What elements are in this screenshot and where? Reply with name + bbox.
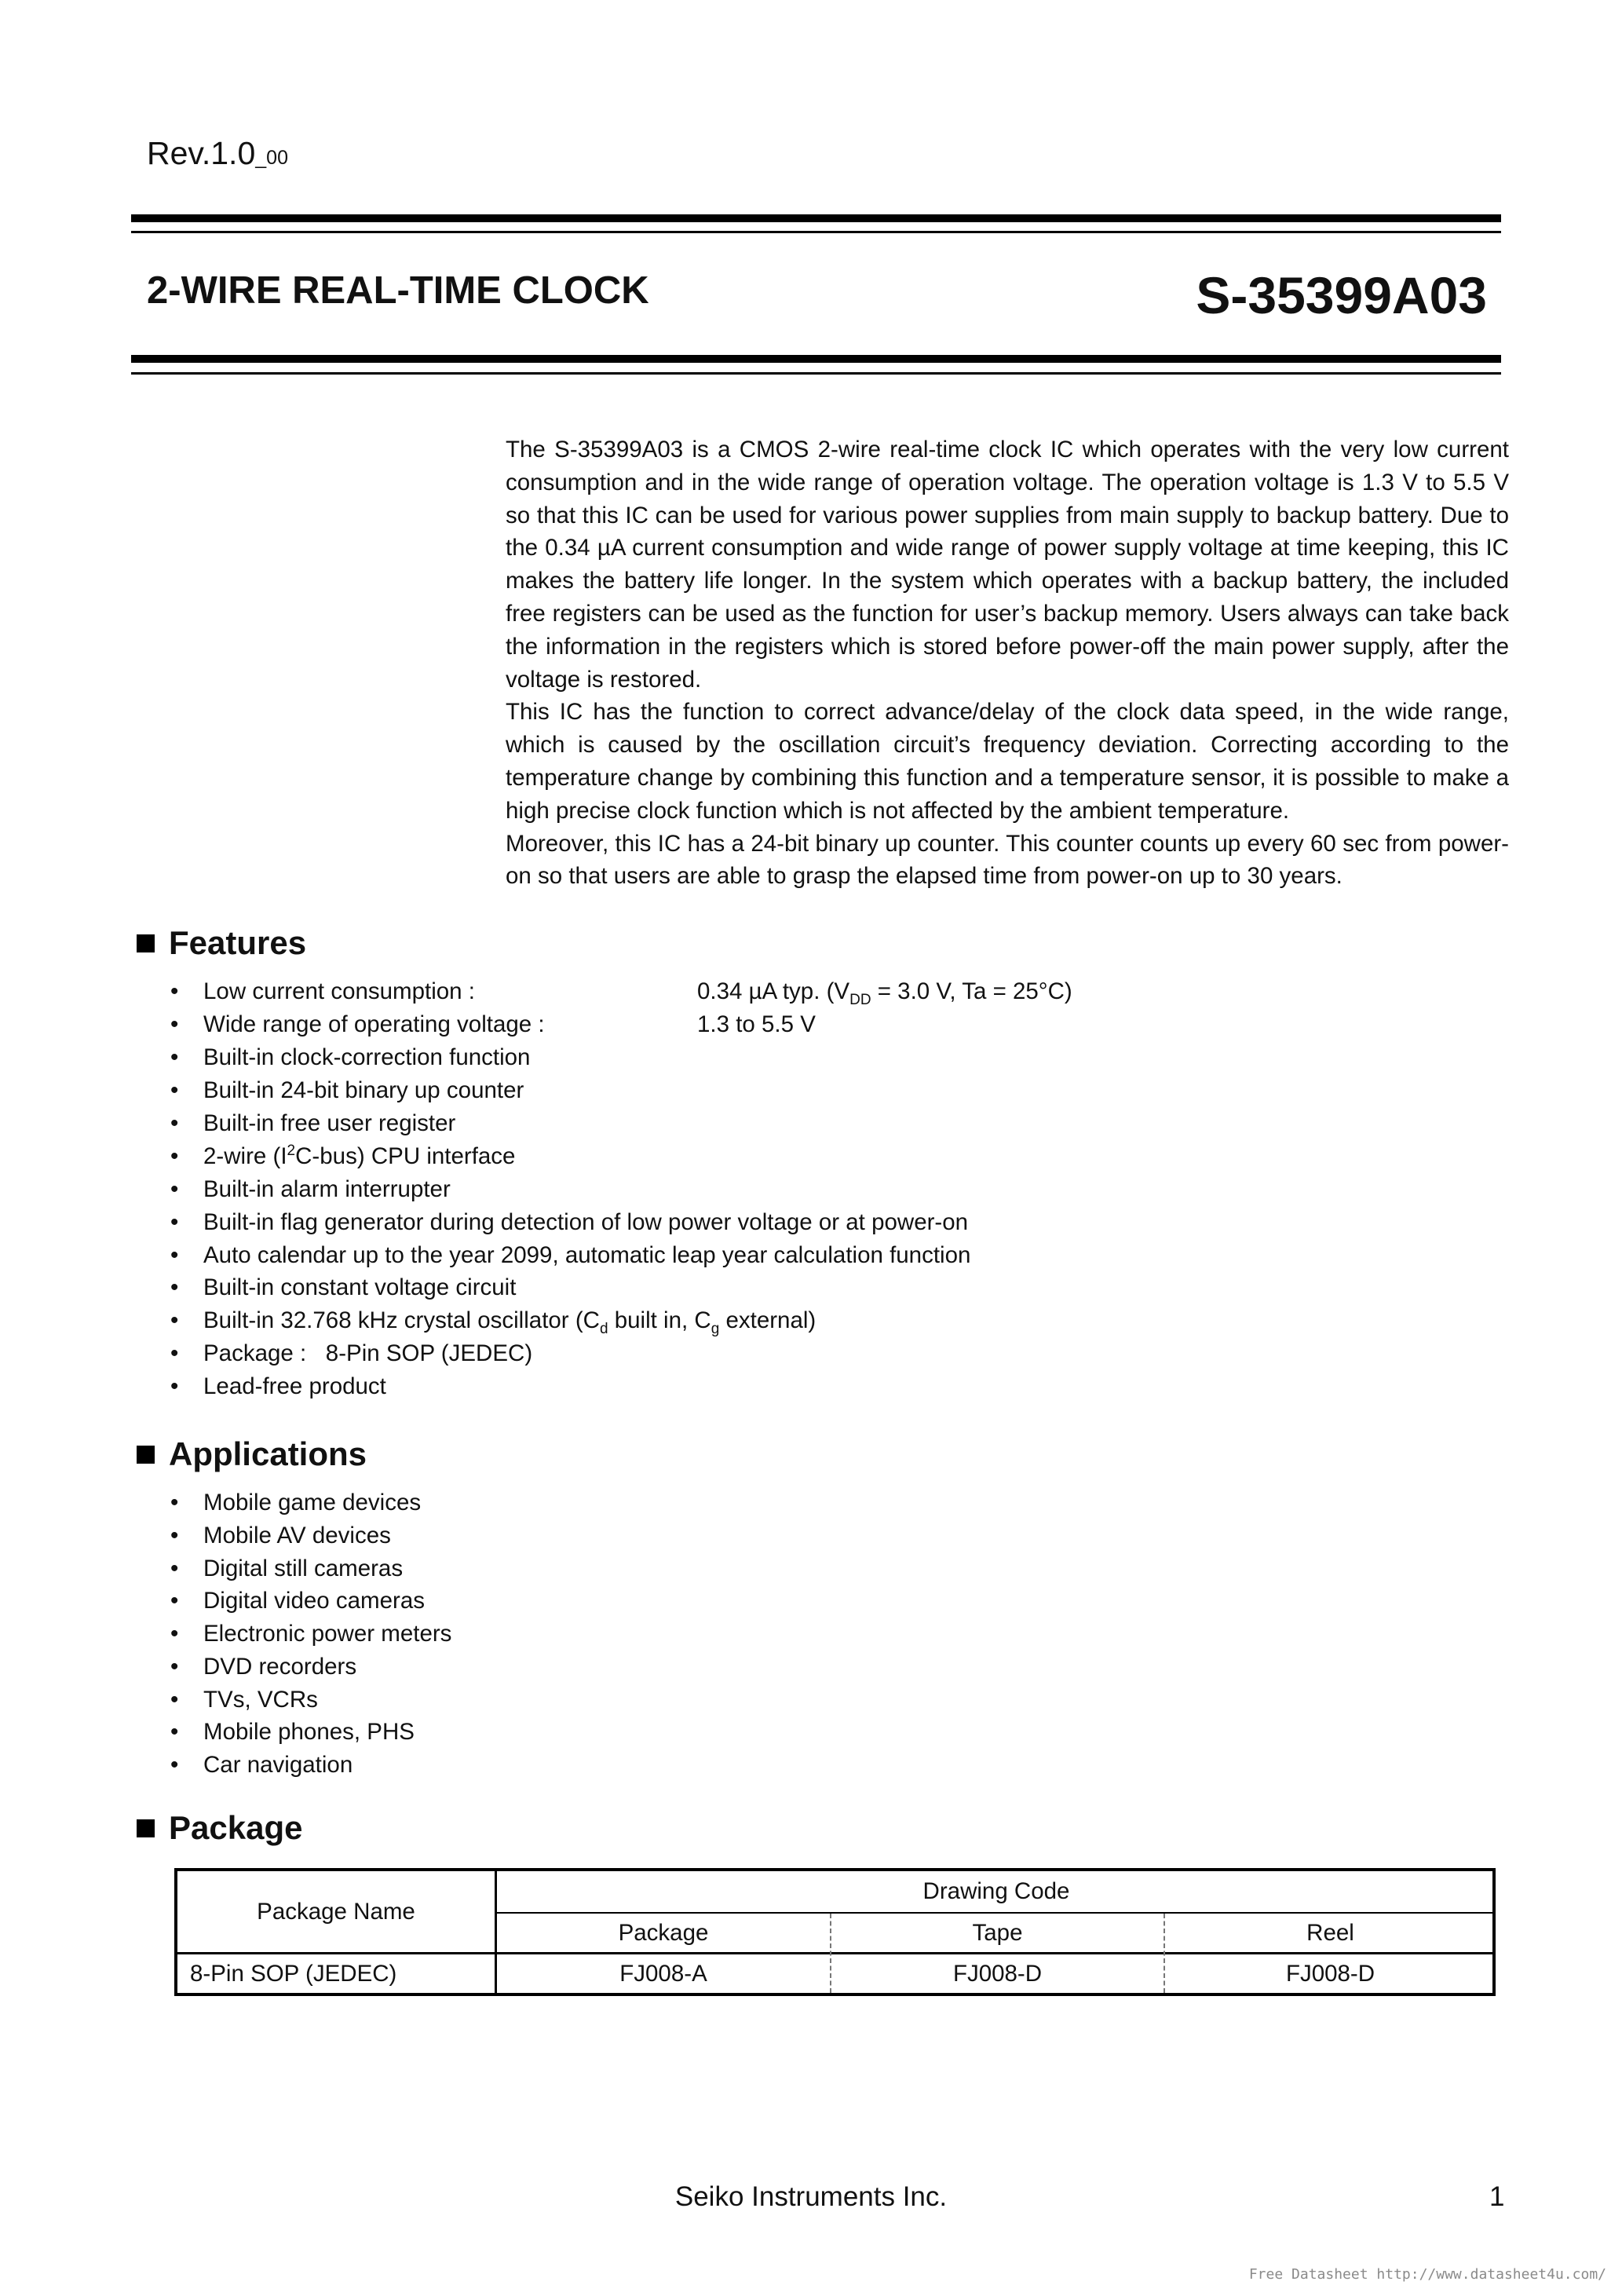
- bullet-icon: •: [170, 1719, 179, 1746]
- header-rule-thin: [131, 372, 1501, 375]
- feature-value: [697, 975, 1072, 1008]
- bullet-icon: •: [170, 1340, 179, 1367]
- feature-text-superscript: 2: [287, 1142, 296, 1159]
- list-item: [170, 1173, 970, 1206]
- feature-text-part: built in, C: [608, 1307, 711, 1334]
- feature-text-subscript: d: [599, 1321, 608, 1338]
- table-header-cell: Package: [618, 1919, 709, 1946]
- package-table: [174, 1868, 1496, 1996]
- list-item: [170, 1041, 970, 1074]
- bullet-icon: •: [170, 1555, 179, 1581]
- list-item: [170, 1618, 451, 1651]
- bullet-icon: •: [170, 1373, 179, 1400]
- features-heading-text: Features: [169, 924, 307, 961]
- feature-text-part: external): [719, 1307, 816, 1334]
- list-item: [170, 1585, 451, 1618]
- application-text: Mobile phones, PHS: [203, 1719, 415, 1746]
- list-item: [170, 1716, 451, 1749]
- application-text: Digital still cameras: [203, 1555, 404, 1581]
- bullet-icon: •: [170, 1522, 179, 1548]
- bullet-icon: •: [170, 978, 179, 1004]
- bullet-icon: •: [170, 1653, 179, 1680]
- intro-text: [506, 433, 1509, 893]
- table-header-cell: Drawing Code: [922, 1878, 1070, 1904]
- application-text: DVD recorders: [203, 1653, 357, 1680]
- feature-text: Built-in clock-correction function: [203, 1044, 531, 1070]
- feature-text: Lead-free product: [203, 1373, 386, 1400]
- feature-text: Auto calendar up to the year 2099, automatic leap year calculation function: [203, 1241, 971, 1268]
- header-rule-thick: [131, 355, 1501, 363]
- page-number: 1: [1489, 2181, 1505, 2212]
- intro-paragraph: Moreover, this IC has a 24-bit binary up counter. This counter counts up every 60 sec from power-on so that users are able to grasp the elapsed time from power-on up to 30 years.: [506, 830, 1509, 890]
- feature-value-text: 0.34 µA typ. (V: [697, 978, 850, 1004]
- bullet-icon: •: [170, 1143, 179, 1169]
- package-heading: [137, 1809, 302, 1847]
- document-title: 2-WIRE REAL-TIME CLOCK: [147, 269, 649, 312]
- list-item: [170, 1107, 970, 1140]
- feature-value-text: = 3.0 V, Ta = 25°C): [871, 978, 1072, 1004]
- top-rule-thick: [131, 214, 1501, 222]
- feature-text-part: Built-in 32.768 kHz crystal oscillator (C: [203, 1307, 600, 1334]
- feature-text: Built-in 24-bit binary up counter: [203, 1077, 524, 1103]
- bullet-icon: •: [170, 1621, 179, 1647]
- table-header-cell: Reel: [1306, 1919, 1354, 1946]
- feature-label: Wide range of operating voltage :: [203, 1011, 545, 1037]
- feature-text: Built-in alarm interrupter: [203, 1175, 451, 1202]
- applications-heading: [137, 1435, 367, 1473]
- list-item: [170, 1074, 970, 1107]
- applications-list: [170, 1486, 451, 1782]
- feature-text: Built-in free user register: [203, 1110, 456, 1136]
- application-text: Mobile AV devices: [203, 1522, 391, 1548]
- application-text: Car navigation: [203, 1752, 353, 1778]
- table-header-cell: Tape: [972, 1919, 1023, 1946]
- list-item: [170, 1140, 970, 1173]
- list-item: [170, 1271, 970, 1304]
- table-header-cell: Package Name: [257, 1898, 415, 1925]
- square-bullet-icon: [137, 1446, 155, 1464]
- bullet-icon: •: [170, 1274, 179, 1301]
- table-cell: FJ008-A: [619, 1960, 707, 1987]
- bullet-icon: •: [170, 1208, 179, 1235]
- list-item: [170, 1486, 451, 1519]
- list-item: [170, 1749, 451, 1782]
- list-item: [170, 1370, 970, 1403]
- bullet-icon: •: [170, 1241, 179, 1268]
- table-cell: 8-Pin SOP (JEDEC): [190, 1960, 397, 1987]
- application-text: Electronic power meters: [203, 1621, 452, 1647]
- list-item: [170, 1651, 451, 1684]
- feature-text-part: 2-wire (I: [203, 1143, 287, 1169]
- list-item: [170, 1337, 970, 1370]
- intro-paragraph: The S-35399A03 is a CMOS 2-wire real-time clock IC which operates with the very low current consumption and in the wide range of operation voltage. The operation voltage is 1.3 V to 5.5 V so that this IC can be used for various power supplies from main supply to backup battery. Due to the 0.34 µA current consumption and wide range of power supply voltage at time keeping, this IC makes the battery life longer. In the system which operates with a backup battery, the included free registers can be used as the function for user’s backup memory. Users always can take back the information in the registers which is stored before power-off the main power supply, after the voltage is restored.: [506, 437, 1509, 693]
- revision-number: Rev.1.0: [147, 135, 256, 171]
- table-cell: FJ008-D: [952, 1960, 1043, 1987]
- bullet-icon: •: [170, 1490, 179, 1515]
- list-item: [170, 1552, 451, 1585]
- bullet-icon: •: [170, 1110, 179, 1136]
- revision-label: [147, 135, 288, 172]
- bullet-icon: •: [170, 1686, 179, 1713]
- list-item: [170, 1304, 970, 1337]
- table-cell: FJ008-D: [1285, 1960, 1375, 1987]
- feature-value: 1.3 to 5.5 V: [697, 1011, 816, 1037]
- feature-value-subscript: DD: [849, 991, 871, 1008]
- feature-label: Low current consumption :: [203, 978, 475, 1004]
- application-text: Mobile game devices: [203, 1490, 422, 1515]
- application-text: TVs, VCRs: [203, 1686, 318, 1713]
- bullet-icon: •: [170, 1752, 179, 1778]
- applications-heading-text: Applications: [169, 1435, 367, 1472]
- feature-text-part: C-bus) CPU interface: [295, 1143, 516, 1169]
- square-bullet-icon: [137, 1819, 155, 1837]
- bullet-icon: •: [170, 1044, 179, 1070]
- bullet-icon: •: [170, 1077, 179, 1103]
- features-list: [170, 975, 1072, 1403]
- square-bullet-icon: [137, 934, 155, 952]
- feature-text: Built-in constant voltage circuit: [203, 1274, 517, 1301]
- bullet-icon: •: [170, 1011, 179, 1037]
- footer-company: Seiko Instruments Inc.: [674, 2181, 948, 2212]
- list-item: [170, 1239, 970, 1272]
- bullet-icon: •: [170, 1588, 179, 1614]
- revision-suffix: _00: [255, 147, 288, 169]
- top-rule-thin: [131, 231, 1501, 233]
- bullet-icon: •: [170, 1175, 179, 1202]
- watermark-link[interactable]: Free Datasheet http://www.datasheet4u.com/: [1248, 2266, 1606, 2283]
- feature-text: [203, 1143, 515, 1169]
- list-item: [170, 1684, 451, 1717]
- feature-text: Built-in flag generator during detection of low power voltage or at power-on: [203, 1208, 969, 1235]
- application-text: Digital video cameras: [203, 1588, 426, 1614]
- list-item: [170, 1206, 970, 1239]
- list-item: [170, 975, 1072, 1008]
- feature-text: Package : 8-Pin SOP (JEDEC): [203, 1340, 533, 1367]
- list-item: [170, 1519, 451, 1552]
- feature-text: [203, 1307, 816, 1338]
- feature-text-subscript: g: [711, 1321, 720, 1338]
- package-heading-text: Package: [169, 1809, 303, 1846]
- part-number: S-35399A03: [1196, 266, 1487, 324]
- list-item: [170, 1008, 970, 1041]
- features-heading: [137, 924, 306, 962]
- bullet-icon: •: [170, 1307, 179, 1334]
- intro-paragraph: This IC has the function to correct advance/delay of the clock data speed, in the wide range, which is caused by the oscillation circuit’s frequency deviation. Correcting according to the temperature change by combining this function and a temperature sensor, it is possible to make a high precise clock function which is not affected by the ambient temperature.: [506, 699, 1509, 824]
